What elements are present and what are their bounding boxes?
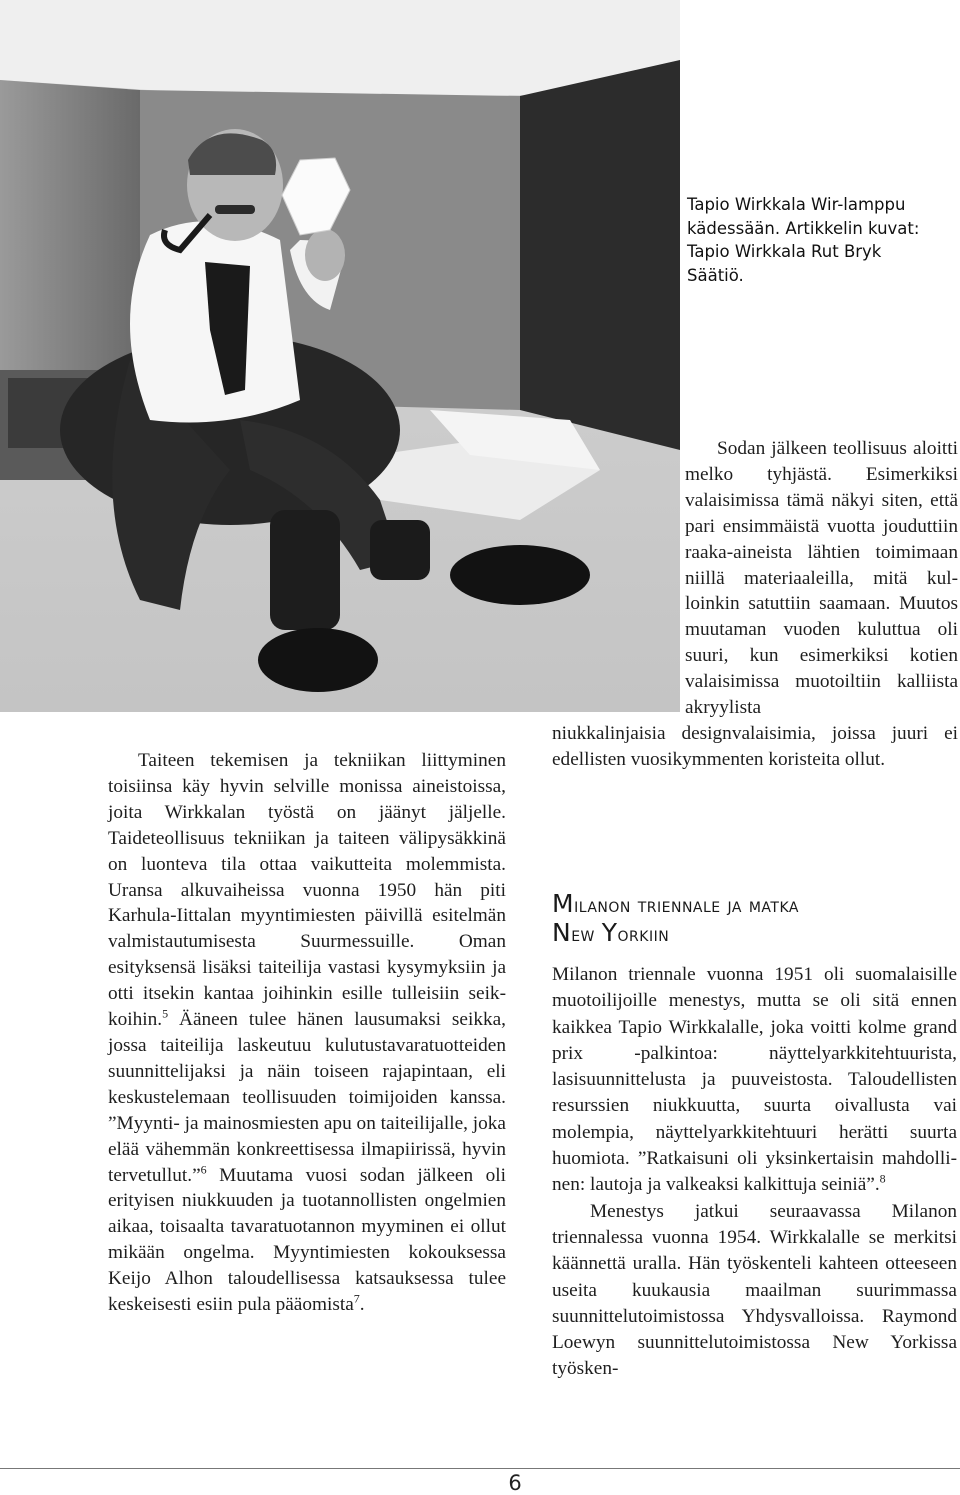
caption-line: Tapio Wirkkala Rut Bryk	[687, 242, 882, 261]
heading-text: ew	[571, 922, 602, 946]
photo-caption	[687, 193, 949, 287]
text-run: Muutama vuosi sodan jälkeen oli erityisen niukkuuden ja tuotannollisten ongelmien aikaa, toisaalta tavaratuotannon myyminen ei ollut mikään ongelma. Myyntimiesten kokouksessa Keijo Alhon taloudellisessa katsauksessa tulee keskeisesti esiin pula pääomista	[108, 1164, 506, 1316]
wrapped-paragraph: Sodan jälkeen teollisuus aloitti melko tyhjästä. Esimerkiksi valaisimissa tämä näkyi siten, että pari ensimmäistä vuotta jouduttiin raaka-aineista lähtien toimimaan niillä materiaaleilla, mitä kulloinkin satuttiin saamaan. Muutos muutaman vuoden kuluttua oli suuri, kun esimerkiksi kotien valaisimissa muotoiltiin kalliista akryylista	[685, 438, 958, 719]
footer-rule	[0, 1468, 960, 1469]
page-number: 6	[508, 1471, 522, 1495]
body-paragraph: Menestys jatkui seuraavassa Milanon triennalessa vuonna 1954. Wirkkalalle se merkitsi käännettä uralla. Hän työskenteli kahteen otteeseen useita kuukausia maailman suurimmassa suunnittelutoimistossa Yhdysvalloissa. Raymond Loewyn suunnittelutoimistossa New Yorkissa työsken-	[552, 1200, 957, 1380]
heading-initial: M	[552, 889, 575, 918]
caption-line: kädessään. Artikkelin kuvat:	[687, 218, 920, 238]
paragraph-continuation: niukkalinjaisia designvalaisimia, joissa juuri ei edellisten vuosikymmenten koristeita ollut.	[552, 722, 958, 770]
right-column-top	[552, 436, 958, 773]
footnote-ref: 8	[879, 1171, 886, 1186]
left-paragraph	[108, 748, 506, 1318]
heading-text: ilanon triennale ja matka	[574, 893, 799, 917]
left-column	[108, 748, 506, 1318]
body-paragraph	[552, 962, 957, 1199]
text-run: Ääneen tulee hänen lausumaksi seikka, jossa taiteilija laskeutuu kulutustavaratuotteiden suunnittelijaksi ja näin toiseen rajapintaan, eli keskustelemaan teollisuuden toimijoiden kanssa. ”Myynti- ja mainosmiesten apu on taiteilijalle, joka elää vähemmän konkreettisessa ilmapiirissä, hyvin tervetullut.”	[108, 1009, 506, 1186]
text-run: Milanon triennale vuonna 1951 oli suomalaisille muotoilijoille menestys, mutta se oli sitä ennen kaikkea Tapio Wirkkalalle, joka voitti kolme grand prix -palkintoa: näyttelyarkkitehtuurista, lasisuunnittelusta ja puuveistosta. Taloudellisten resurssien niukkuutta, suurta oivallusta vai molempia, näyttelyarkkitehtuuri herätti suurta huomiota. ”Ratkaisuni oli yksinkertaisin mahdollinen: lautoja ja valkeaksi kalkittuja seiniä”.	[552, 964, 957, 1196]
heading-initial: Y	[601, 918, 618, 947]
heading-initial: N	[552, 918, 572, 947]
footnote-ref: 6	[200, 1162, 207, 1177]
text-run: Taiteen tekemisen ja tekniikan liittyminen toisiinsa käy hyvin selville monissa aineistoissa, joita Wirkkalan työstä on jäänyt jäljelle. Taideteollisuus tekniikan ja taiteen välipysäkkinä on luonteva tila ottaa vaikutteita molemmista. Uransa alkuvaiheissa vuonna 1950 hän piti Karhula-Iittalan myyntimiesten päivillä esitelmän valmistautumisesta Suurmessuille. Oman esityksensä lisäksi taiteilija vastasi kysymyksiin ja otti itsekin kantaa joihinkin esille tulleisiin seikkoihin.	[108, 750, 506, 1031]
footnote-ref: 7	[353, 1291, 360, 1306]
caption-line: Säätiö.	[687, 265, 744, 285]
right-column-bottom	[552, 962, 957, 1383]
section-heading	[552, 890, 952, 948]
text-run: .	[359, 1294, 365, 1316]
footnote-ref: 5	[162, 1006, 169, 1021]
heading-text: orkiin	[617, 922, 670, 946]
caption-line: Tapio Wirkkala Wir-lamppu	[687, 195, 906, 214]
